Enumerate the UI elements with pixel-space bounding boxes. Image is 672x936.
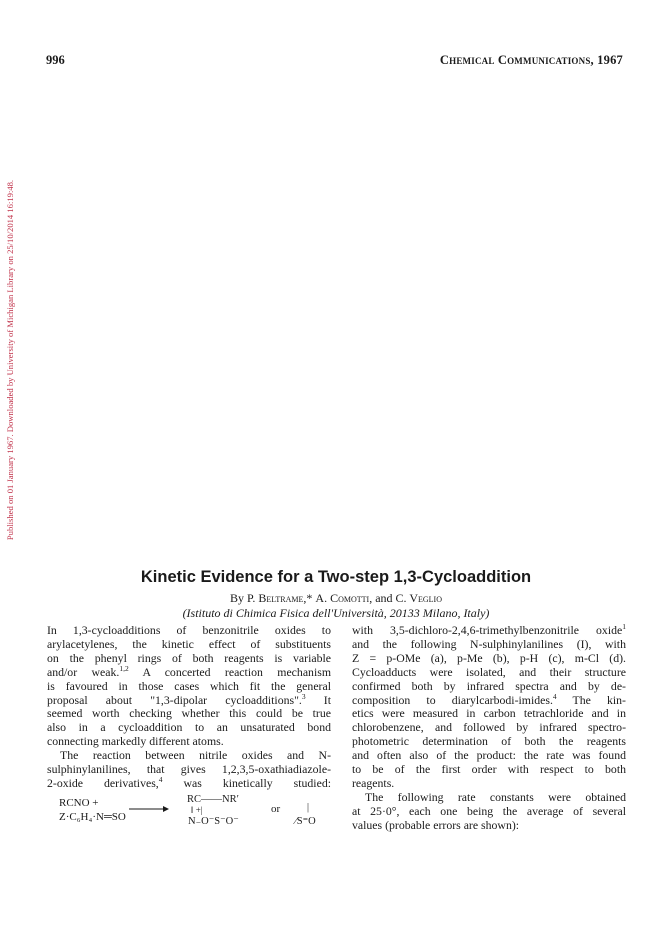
text-line: connecting markedly different atoms. bbox=[47, 734, 224, 749]
journal-title: Chemical Communications, 1967 bbox=[439, 53, 623, 67]
text-fragment: was kinetically studied: bbox=[162, 775, 331, 790]
text-line bbox=[47, 663, 331, 680]
author-comotti: A. Comotti, bbox=[315, 591, 373, 605]
text-fragment: composition to diarylcarbodi-imides. bbox=[352, 692, 553, 707]
reaction-scheme bbox=[47, 793, 331, 837]
text-line bbox=[352, 691, 626, 708]
scheme-product-bonds: ‖ +| bbox=[191, 804, 203, 815]
by-word: By bbox=[230, 591, 245, 605]
text-line: Cycloadducts were isolated, and their structure bbox=[352, 664, 626, 679]
reference-mark: 4 bbox=[158, 775, 163, 785]
text-fragment: and/or weak. bbox=[47, 664, 120, 679]
text-fragment: It bbox=[305, 692, 331, 707]
text-line: The following rate constants were obtained bbox=[365, 789, 626, 804]
and-word: and bbox=[375, 591, 393, 605]
text-fragment: The kin- bbox=[556, 692, 626, 707]
left-column bbox=[47, 624, 331, 837]
text-line: etics were measured in carbon tetrachloride and in bbox=[352, 706, 626, 721]
text-line: In 1,3-cycloadditions of benzonitrile oxides to bbox=[47, 623, 331, 637]
text-line: to be of the first order with respect to both bbox=[352, 762, 626, 777]
page-number: 996 bbox=[46, 53, 65, 67]
text-line: seemed worth checking whether this could be true bbox=[47, 706, 331, 721]
author-veglio: C. Veglio bbox=[395, 591, 442, 605]
text-fragment: with 3,5-dichloro-2,4,6-trimethylbenzonitrile oxide bbox=[352, 623, 623, 637]
text-line bbox=[352, 624, 626, 638]
text-line: on the phenyl rings of both reagents is variable bbox=[47, 650, 331, 665]
text-fragment: A concerted reaction mechanism bbox=[128, 664, 331, 679]
right-column bbox=[352, 624, 626, 833]
paragraph-reaction bbox=[47, 749, 331, 791]
reference-mark: 3 bbox=[301, 691, 306, 701]
reference-mark: 4 bbox=[552, 691, 557, 701]
text-line: sulphinylanilines, that gives 1,2,3,5-oxathiadiazole- bbox=[47, 762, 331, 777]
paragraph-rate-constants bbox=[352, 791, 626, 833]
text-line: chlorobenzene, and followed by infrared spectro- bbox=[352, 720, 626, 735]
text-line bbox=[47, 777, 331, 791]
paragraph-method bbox=[352, 624, 626, 791]
scheme-or: or bbox=[271, 802, 281, 815]
reference-mark: 1 bbox=[622, 622, 626, 632]
scheme-product-top: RC——NR′ bbox=[187, 793, 239, 805]
affiliation: (Istituto di Chimica Fisica dell'Università, 20133 Milano, Italy) bbox=[182, 606, 490, 620]
text-line: Z = p-OMe (a), p-Me (b), p-H (c), m-Cl (d). bbox=[352, 650, 626, 665]
scheme-reagent-nitrile-oxide: RCNO + bbox=[59, 796, 99, 809]
provenance-text[interactable]: Published on 01 January 1967. Downloaded by University of Michigan Library on 25/10/2014 16:19:48. bbox=[5, 179, 15, 541]
scheme-alt-sulfoxide: ⁄S⁼O bbox=[295, 815, 316, 827]
scheme-product-ring: N₋O⁻S⁻O⁻ bbox=[188, 815, 239, 827]
text-line: The reaction between nitrile oxides and N- bbox=[60, 748, 331, 763]
text-line: at 25·0°, each one being the average of several bbox=[352, 803, 626, 818]
text-line: photometric determination of both the reagents bbox=[352, 734, 626, 749]
author-beltrame: P. Beltrame,* bbox=[247, 591, 313, 605]
reference-mark: 1,2 bbox=[119, 663, 129, 673]
paragraph-intro bbox=[47, 624, 331, 749]
text-line: also in a cycloaddition to an unsaturated bond bbox=[47, 720, 331, 735]
text-line: and the following N-sulphinylanilines (I), with bbox=[352, 636, 626, 651]
text-line bbox=[47, 691, 331, 708]
scheme-alt-bond: | bbox=[307, 801, 310, 813]
text-line: and often also of the product: the rate was found bbox=[352, 748, 626, 763]
scheme-reagent-sulphinylaniline: Z·C₆H₄·N═SO bbox=[59, 810, 126, 823]
author-line bbox=[0, 591, 672, 606]
text-fragment: proposal about "1,3-dipolar cycloadditions". bbox=[47, 692, 302, 707]
text-line: is favoured in those cases which fit the general bbox=[47, 678, 331, 693]
text-fragment: 2-oxide derivatives, bbox=[47, 775, 159, 790]
text-line: reagents. bbox=[352, 775, 395, 790]
text-line: arylacetylenes, the kinetic effect of substituents bbox=[47, 636, 331, 651]
reaction-arrow-icon bbox=[129, 805, 169, 813]
article-title: Kinetic Evidence for a Two-step 1,3-Cycloaddition bbox=[140, 568, 532, 586]
text-line: confirmed both by infrared spectra and by de- bbox=[352, 678, 626, 693]
provenance-sidebar bbox=[3, 130, 17, 590]
text-line: values (probable errors are shown): bbox=[352, 817, 520, 832]
